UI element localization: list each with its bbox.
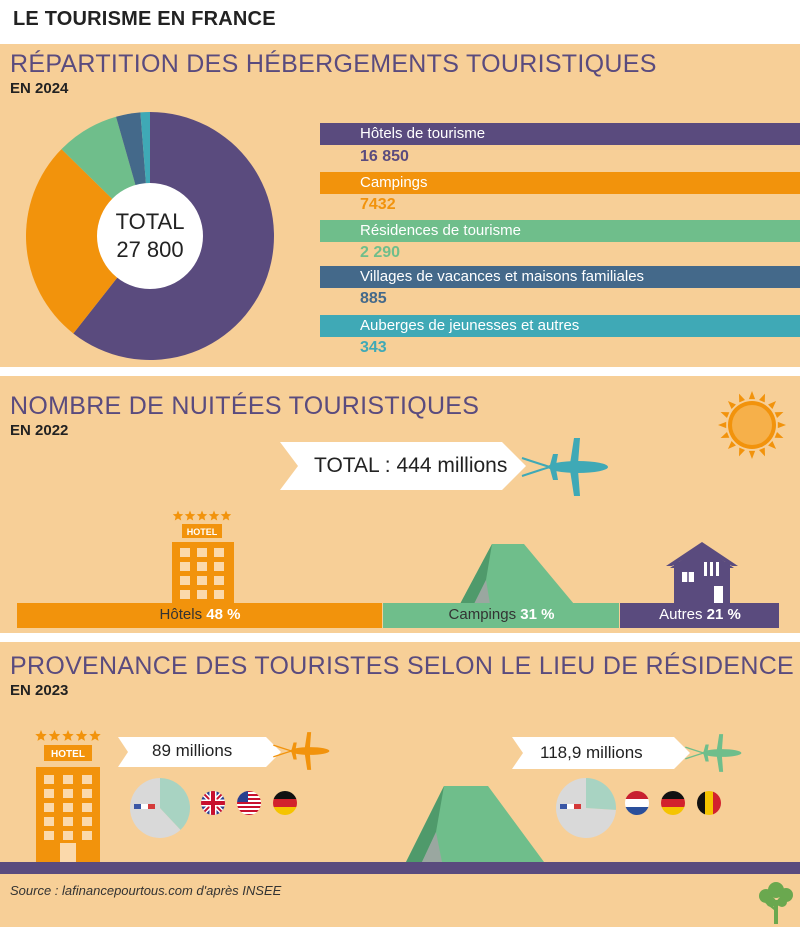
tree-logo-icon <box>756 880 796 924</box>
legend-value-villages: 885 <box>360 290 387 307</box>
usa-flag-icon <box>236 790 262 816</box>
section1-title: RÉPARTITION DES HÉBERGEMENTS TOURISTIQUES <box>10 50 657 78</box>
airplane-icon <box>520 436 612 498</box>
legend-label-hotels: Hôtels de tourisme <box>360 125 486 142</box>
legend-value-campings: 7432 <box>360 196 396 213</box>
legend-value-auberges: 343 <box>360 339 387 356</box>
germany-flag-icon-2 <box>660 790 686 816</box>
nights-segment-name: Campings <box>448 606 521 623</box>
france-flag-icon <box>134 804 155 809</box>
legend-label-auberges: Auberges de jeunesses et autres <box>360 317 580 334</box>
airplane-icon-orange <box>272 730 332 772</box>
page-title: LE TOURISME EN FRANCE <box>13 8 276 30</box>
nights-segment-name: Autres <box>659 606 707 623</box>
belgium-flag-icon <box>696 790 722 816</box>
hotel-origin-pie <box>128 776 192 840</box>
accommodation-pie-chart <box>20 108 280 368</box>
pie-center-total: 27 800 <box>116 237 184 262</box>
section-divider-2 <box>0 633 800 642</box>
house-icon <box>664 540 740 606</box>
nights-segment-label <box>383 606 620 623</box>
ground-bar <box>0 862 800 874</box>
hotel-icon <box>168 508 238 604</box>
france-flag-icon <box>560 804 581 809</box>
section-divider-1 <box>0 367 800 376</box>
section1-year: EN 2024 <box>10 80 69 97</box>
nights-segment-value: 21 % <box>706 606 741 623</box>
camping-origin-pie-slice-1 <box>586 778 616 810</box>
camping-origin-pie <box>554 776 618 840</box>
legend-value-hotels: 16 850 <box>360 148 409 165</box>
nights-segment-label <box>620 606 780 623</box>
airplane-icon-green <box>684 732 744 774</box>
nights-stacked-bar <box>17 603 780 628</box>
section3-title: PROVENANCE DES TOURISTES SELON LE LIEU DE RÉSIDENCE <box>10 652 795 680</box>
nights-segment-name: Hôtels <box>159 606 207 623</box>
tent-icon <box>452 540 582 604</box>
hotel-icon-large <box>30 727 106 863</box>
tent-icon-large <box>400 782 550 862</box>
legend-value-residences: 2 290 <box>360 244 401 261</box>
section3-year: EN 2023 <box>10 682 69 699</box>
section2-title: NOMBRE DE NUITÉES TOURISTIQUES <box>10 392 480 420</box>
legend-label-campings: Campings <box>360 174 428 191</box>
hotel-sign-text: HOTEL <box>186 527 218 537</box>
hotel-sign-text-large: HOTEL <box>51 749 85 760</box>
section2-year: EN 2022 <box>10 422 69 439</box>
pie-center-label: TOTAL <box>115 209 185 234</box>
pie-center-disc <box>97 183 203 289</box>
nights-segment-value: 31 % <box>520 606 555 623</box>
nights-segment-value: 48 % <box>206 606 241 623</box>
hotel-visitors-label: 89 millions <box>152 741 233 760</box>
germany-flag-icon <box>272 790 298 816</box>
legend-label-residences: Résidences de tourisme <box>360 222 521 239</box>
total-nights-label: TOTAL : 444 millions <box>314 454 508 477</box>
sun-icon <box>716 389 788 461</box>
legend-label-villages: Villages de vacances et maisons familiales <box>360 268 645 285</box>
nights-segment-label <box>17 606 383 623</box>
uk-flag-icon <box>200 790 226 816</box>
camping-visitors-label: 118,9 millions <box>540 743 643 762</box>
netherlands-flag-icon <box>624 790 650 816</box>
source-note: Source : lafinancepourtous.com d'après INSEE <box>10 883 282 898</box>
